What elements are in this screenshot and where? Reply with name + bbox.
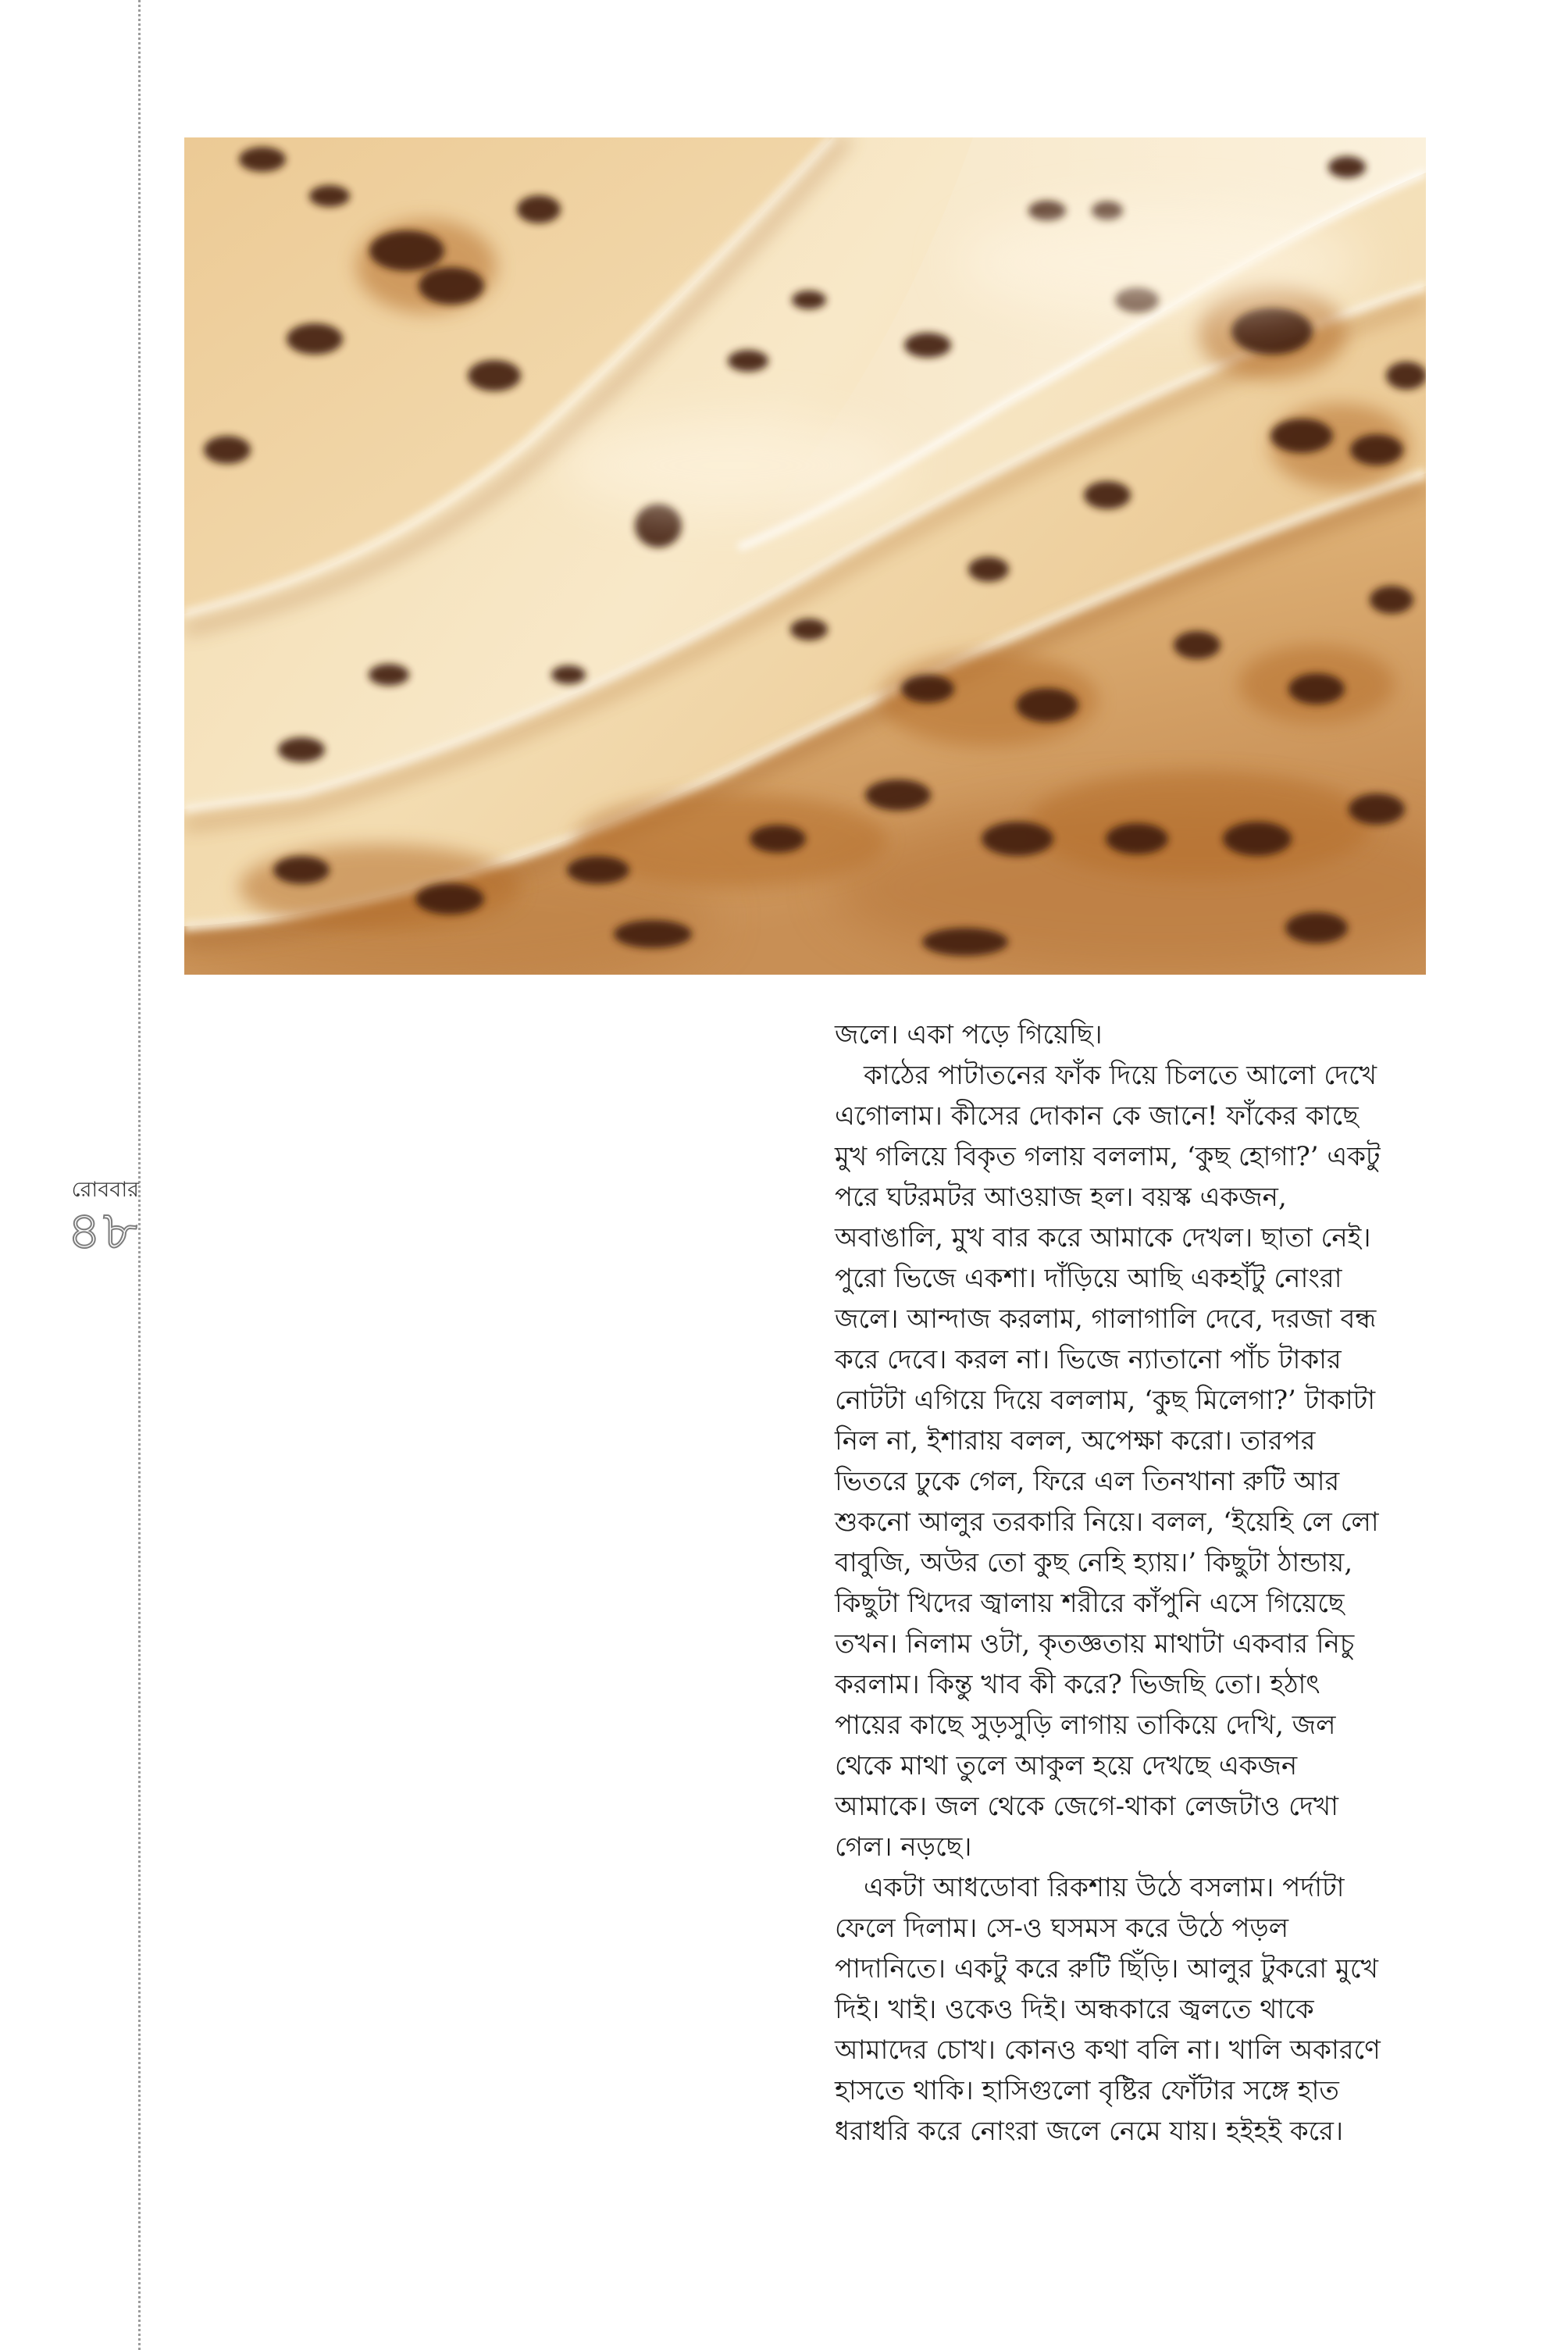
text-line: জলে। একা পড়ে গিয়েছি।: [835, 1019, 1103, 1050]
article-text-column: [835, 1015, 1538, 2152]
text-line: একটা আধডোবা রিকশায় উঠে বসলাম। পর্দাটা: [864, 1872, 1345, 1903]
text-line: পরে ঘটরমটর আওয়াজ হল। বয়স্ক একজন,: [835, 1182, 1287, 1213]
text-line: করলাম। কিন্তু খাব কী করে? ভিজছি তো। হঠাৎ: [835, 1669, 1320, 1700]
text-line: শুকনো আলুর তরকারি নিয়ে। বলল, ‘ইয়েহি লে লো: [835, 1507, 1379, 1538]
text-line: কাঠের পাটাতনের ফাঁক দিয়ে চিলতে আলো দেখে: [864, 1060, 1377, 1091]
text-line: ভিতরে ঢুকে গেল, ফিরে এল তিনখানা রুটি আর: [835, 1466, 1340, 1497]
text-line: অবাঙালি, মুখ বার করে আমাকে দেখল। ছাতা নেই।: [835, 1222, 1371, 1253]
text-line: নোটটা এগিয়ে দিয়ে বললাম, ‘কুছ মিলেগা?’ টাকাটা: [835, 1385, 1376, 1416]
text-line: নিল না, ইশারায় বলল, অপেক্ষা করো। তারপর: [835, 1425, 1316, 1457]
text-line: তখন। নিলাম ওটা, কৃতজ্ঞতায় মাথাটা একবার নিচু: [835, 1628, 1355, 1660]
text-line: এগোলাম। কীসের দোকান কে জানে! ফাঁকের কাছে: [835, 1100, 1359, 1132]
text-line: ধরাধরি করে নোংরা জলে নেমে যায়। হইহই করে।: [835, 2116, 1344, 2147]
text-line: পায়ের কাছে সুড়সুড়ি লাগায় তাকিয়ে দেখি, জল: [835, 1710, 1336, 1741]
text-line: দিই। খাই। ওকেও দিই। অন্ধকারে জ্বলতে থাকে: [835, 1994, 1314, 2025]
text-line: ফেলে দিলাম। সে-ও ঘসমস করে উঠে পড়ল: [835, 1913, 1289, 1944]
article-photo: [184, 137, 1426, 975]
text-line: আমাকে। জল থেকে জেগে-থাকা লেজটাও দেখা: [835, 1791, 1339, 1822]
text-line: থেকে মাথা তুলে আকুল হয়ে দেখছে একজন: [835, 1750, 1298, 1781]
text-line: হাসতে থাকি। হাসিগুলো বৃষ্টির ফোঁটার সঙ্গে হাত: [835, 2075, 1339, 2106]
paragraph: [835, 1867, 1538, 2152]
text-line: করে দেবে। করল না। ভিজে ন্যাতানো পাঁচ টাকার: [835, 1344, 1342, 1375]
text-line: মুখ গলিয়ে বিকৃত গলায় বললাম, ‘কুছ হোগা?’ একটু: [835, 1141, 1381, 1172]
page-number: ৪৮: [66, 1200, 139, 1262]
text-line: আমাদের চোখ। কোনও কথা বলি না। খালি অকারণে: [835, 2034, 1381, 2066]
text-line: বাবুজি, অউর তো কুছ নেহি হ্যায়।’ কিছুটা ঠান্ডায়,: [835, 1547, 1353, 1578]
dotted-margin-rule: [138, 0, 141, 2350]
section-label: রোববার: [71, 1178, 139, 1202]
paragraph: [835, 1055, 1538, 1867]
text-line: পুরো ভিজে একশা। দাঁড়িয়ে আছি একহাঁটু নোংরা: [835, 1263, 1342, 1294]
text-line: কিছুটা খিদের জ্বালায় শরীরে কাঁপুনি এসে গিয়েছে: [835, 1588, 1345, 1619]
paragraph: [835, 1015, 1538, 1055]
text-line: জলে। আন্দাজ করলাম, গালাগালি দেবে, দরজা বন্ধ: [835, 1303, 1377, 1335]
page-folio: [6, 1176, 139, 1262]
text-line: গেল। নড়ছে।: [835, 1831, 972, 1863]
text-line: পাদানিতে। একটু করে রুটি ছিঁড়ি। আলুর টুকরো মুখে: [835, 1953, 1378, 1984]
